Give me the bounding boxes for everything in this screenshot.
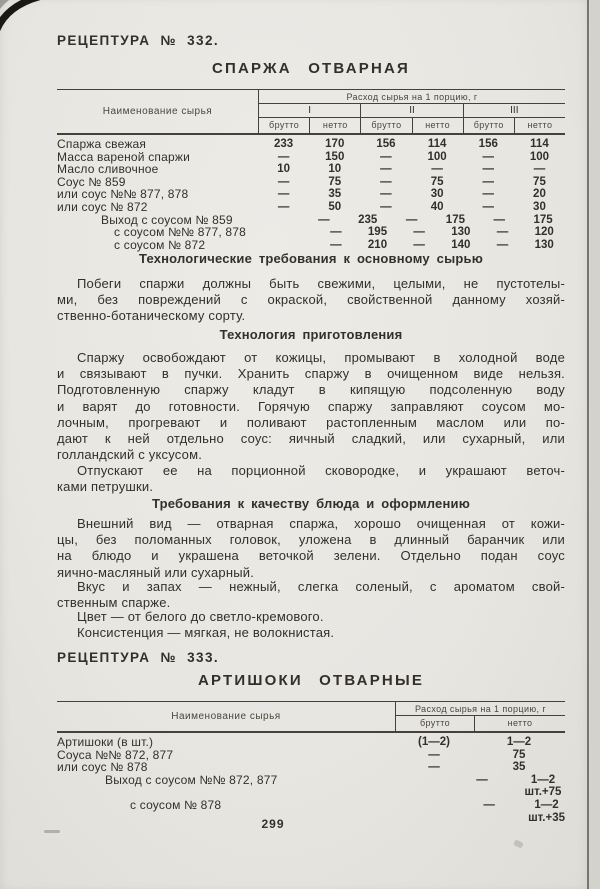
ingredient-name: с соусом №№ 877, 878	[114, 225, 247, 240]
column-header-gross: брутто	[259, 118, 310, 133]
cell-value: 233	[273, 138, 294, 150]
column-header-net: нетто	[507, 718, 533, 728]
cell-value: 30	[430, 188, 444, 201]
text-line: Побеги спаржи должны быть свежими, целыми, не пустотелы-	[77, 276, 565, 291]
text-line: дают к ней отдельно соус: яичный сладкий, или сухарный, или	[57, 431, 565, 447]
cell-value: —	[318, 213, 330, 226]
column-header-consumption: Расход сырья на 1 порцию, г	[259, 90, 565, 104]
section-heading-technology: Технология приготовления	[219, 327, 403, 342]
cell-value: 156	[376, 138, 396, 150]
table-row	[57, 163, 565, 176]
cell-value: —	[380, 150, 392, 163]
table-row	[57, 774, 565, 799]
cell-value: 10	[277, 163, 290, 176]
table-header-right	[259, 90, 565, 133]
cell-value: 40	[430, 200, 444, 213]
cell-value: —	[277, 188, 290, 201]
recipe-332-title: СПАРЖА ОТВАРНАЯ	[211, 60, 410, 77]
cell-value: —	[428, 748, 440, 761]
table-row	[57, 736, 565, 749]
cell-value: —	[380, 188, 392, 201]
column-header-ingredient: Наименование сырья	[57, 702, 396, 731]
page-curl-mark	[0, 0, 48, 46]
cell-value: 75	[512, 748, 526, 761]
cell-value: 1—2	[506, 736, 532, 748]
ingredients-table-333	[57, 701, 565, 824]
cell-value: —	[496, 226, 509, 239]
ingredient-name: с соусом № 872	[114, 237, 206, 252]
cell-value: —	[413, 238, 425, 251]
ingredient-name: Соуса №№ 872, 877	[57, 747, 174, 762]
ingredient-name: или соус №№ 877, 878	[57, 187, 189, 202]
column-header-net: нетто	[413, 118, 464, 133]
paragraph-taste	[57, 579, 565, 611]
paragraph-color: Цвет — от белого до светло-кремового.	[77, 609, 324, 624]
cell-value: 130	[451, 226, 471, 239]
cell-value: —	[482, 188, 495, 201]
text-line: яично-масляный или сухарный.	[57, 564, 255, 580]
cell-value: 120	[534, 226, 554, 239]
cell-value: —	[330, 226, 342, 239]
cell-value: 156	[478, 138, 498, 150]
cell-value: 114	[427, 138, 447, 150]
cell-value: 130	[534, 238, 554, 251]
table-row	[57, 239, 565, 252]
text-line: Внешний вид — отварная спаржа, хорошо очищенная от кожи-	[77, 516, 565, 531]
cell-value: —	[482, 175, 495, 188]
text-line: на блюдо и украшена веточкой зелени. Отдельно подан соус	[57, 548, 565, 564]
paragraph-serving	[57, 463, 565, 495]
column-header-portion-2: II	[361, 104, 463, 118]
column-header-portion-3: III	[464, 104, 565, 118]
cell-value: —	[277, 150, 290, 163]
column-header-gross: брутто	[361, 118, 412, 133]
ingredient-name: или соус № 872	[57, 199, 148, 214]
cell-value: —	[431, 163, 443, 176]
section-heading-quality: Требования к качеству блюда и оформлению	[151, 496, 471, 511]
text-line: ственным спарже.	[57, 595, 171, 611]
ingredient-name: Артишоки (в шт.)	[57, 735, 154, 749]
ingredient-name: Выход с соусом №№ 872, 877	[105, 772, 278, 787]
cell-value: —	[428, 761, 440, 774]
ingredient-name: или соус № 878	[57, 760, 148, 775]
table-row	[57, 761, 565, 774]
unit-headers	[259, 118, 565, 133]
cell-value: —	[380, 200, 392, 213]
recipe-333-title: АРТИШОКИ ОТВАРНЫЕ	[197, 672, 425, 689]
cell-value: —	[482, 200, 495, 213]
paragraph-appearance	[57, 516, 565, 581]
cell-value: 100	[529, 150, 550, 163]
page-edge-shadow	[590, 0, 600, 889]
table-header-right	[396, 702, 565, 731]
column-header-net: нетто	[527, 120, 553, 130]
text-line: цы, без поломанных головок, уложена в длинный баранчик или	[57, 532, 565, 548]
ingredient-name: Спаржа свежая	[57, 137, 147, 151]
ingredients-table-332	[57, 89, 565, 251]
text-line: Подготовленную спаржу кладут в кипящую подсоленную воду	[57, 382, 565, 398]
cell-value: —	[482, 150, 495, 163]
cell-value: 140	[451, 238, 471, 251]
cell-value: —	[533, 163, 546, 176]
text-line: Вкус и запах — нежный, слегка соленый, с ароматом свой-	[77, 579, 565, 594]
cell-value: 100	[427, 150, 447, 163]
cell-value: 114	[530, 138, 549, 150]
page-edge-line	[587, 0, 589, 889]
paragraph-consistency: Консистенция — мягкая, не волокнистая.	[77, 625, 335, 640]
scan-smudge-mark	[513, 839, 524, 848]
cell-value: 10	[328, 163, 342, 176]
cell-value: —	[330, 238, 342, 251]
cell-value: 50	[328, 200, 342, 213]
text-line: лочным, прогревают и поливают растопленным маслом или по-	[57, 414, 565, 430]
table-row	[57, 138, 565, 151]
column-header-gross: брутто	[396, 716, 475, 731]
table-body	[57, 733, 565, 824]
page-number: 299	[261, 817, 285, 831]
cell-value: —	[483, 798, 495, 811]
cell-value: 30	[533, 200, 546, 213]
ingredient-name: Масса вареной спаржи	[57, 149, 190, 164]
portion-group-headers	[259, 104, 565, 118]
cell-value: (1—2)	[418, 736, 450, 748]
unit-headers	[396, 716, 565, 731]
table-body	[57, 135, 565, 251]
cell-value: —	[405, 213, 418, 226]
recipe-333-label: РЕЦЕПТУРА № 333.	[57, 650, 220, 665]
text-line: голландский с уксусом.	[57, 447, 203, 463]
cell-value: —	[476, 773, 488, 786]
cell-value: 35	[512, 761, 526, 774]
cell-value: 75	[430, 175, 444, 188]
cell-value: —	[496, 238, 509, 251]
column-header-portion-1: I	[259, 104, 361, 118]
cell-value: 195	[367, 226, 388, 239]
recipe-332-label: РЕЦЕПТУРА № 332.	[57, 33, 220, 48]
table-row	[57, 201, 565, 214]
cell-value: —	[413, 226, 425, 239]
text-line: и связывают в пучки. Хранить спаржу в очищенном виде нельзя.	[57, 366, 565, 382]
text-line: и варят до готовности. Горячую спаржу заправляют соусом мо-	[57, 398, 565, 414]
column-header-gross: брутто	[464, 118, 515, 133]
column-header-ingredient: Наименование сырья	[57, 90, 259, 133]
cell-value: 35	[328, 188, 342, 201]
column-header-net: нетто	[310, 118, 361, 133]
column-header-consumption: Расход сырья на 1 порцию, г	[396, 702, 565, 716]
ingredient-name: Соус № 859	[57, 174, 126, 189]
paragraph-requirements	[57, 276, 565, 325]
cell-value: 170	[325, 138, 345, 150]
cell-value: 75	[533, 175, 546, 188]
text-line: ками петрушки.	[57, 479, 154, 495]
cell-value: —	[277, 175, 290, 188]
table-header	[57, 89, 565, 135]
cell-value: 210	[367, 238, 388, 251]
cell-value: 235	[358, 213, 378, 226]
text-line: ственно-ботаническому сорту.	[57, 308, 246, 324]
cell-value: 1—2 шт.+75	[524, 773, 562, 799]
cell-value: —	[380, 163, 392, 176]
ingredient-name: Масло сливочное	[57, 162, 159, 177]
ingredient-name: Выход с соусом № 859	[101, 212, 233, 227]
cell-value: 75	[328, 175, 342, 188]
cell-value: 20	[533, 188, 546, 201]
cell-value: 175	[445, 213, 465, 226]
ingredient-name: с соусом № 878	[130, 797, 222, 812]
table-row	[57, 226, 565, 239]
text-line: ми, без повреждений с окраской, свойственной данному хозяй-	[57, 292, 565, 308]
section-heading-requirements: Технологические требования к основному сырью	[138, 251, 484, 266]
text-line: Отпускают ее на порционной сковородке, и украшают веточ-	[77, 463, 565, 478]
cell-value: 150	[325, 150, 345, 163]
cell-value: —	[493, 213, 505, 226]
cell-value: 1—2 шт.+35	[528, 798, 566, 824]
cell-value: —	[380, 175, 392, 188]
cell-value: 175	[533, 213, 553, 226]
paragraph-technology	[57, 350, 565, 463]
cell-value: —	[482, 163, 495, 176]
cell-value: —	[277, 200, 290, 213]
table-header	[57, 701, 565, 733]
text-line: Спаржу освобождают от кожицы, промывают в холодной воде	[77, 350, 565, 365]
